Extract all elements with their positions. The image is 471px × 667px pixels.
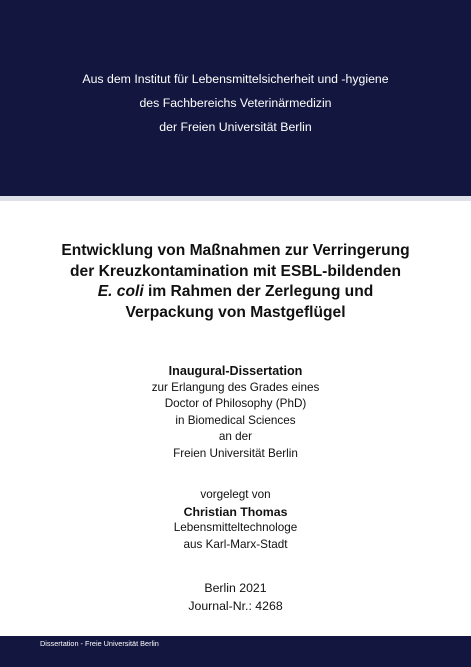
title-organism: E. coli (97, 283, 144, 300)
footer-band (0, 636, 471, 667)
header-divider (0, 196, 471, 201)
dissertation-line-4: an der (218, 430, 253, 443)
dissertation-line-3: in Biomedical Sciences (175, 413, 296, 427)
author-name: Christian Thomas (183, 504, 288, 519)
author-block (0, 487, 471, 553)
dissertation-heading: Inaugural-Dissertation (168, 364, 303, 378)
city-year: Berlin 2021 (204, 581, 267, 595)
author-origin: aus Karl-Marx-Stadt (183, 537, 288, 551)
title-line-3-rest: im Rahmen der Zerlegung und (143, 283, 374, 300)
place-block (0, 579, 471, 615)
dissertation-line-2: Doctor of Philosophy (PhD) (164, 397, 307, 410)
title-line-1: Entwicklung von Maßnahmen zur Verringerung (61, 242, 410, 259)
title-line-3 (20, 282, 451, 303)
presented-by: vorgelegt von (200, 488, 271, 501)
dissertation-title (20, 241, 451, 323)
dissertation-block (0, 363, 471, 462)
journal-number: Journal-Nr.: 4268 (188, 599, 283, 613)
institute-line-2: des Fachbereichs Veterinärmedizin (139, 96, 332, 110)
author-profession: Lebensmitteltechnologe (173, 521, 298, 534)
dissertation-line-5: Freien Universität Berlin (173, 446, 298, 460)
institute-line-1: Aus dem Institut für Lebensmittelsicherheit und -hygiene (82, 72, 389, 86)
footer-label: Dissertation - Freie Universität Berlin (40, 639, 159, 648)
institute-block (0, 67, 471, 139)
title-line-4: Verpackung von Mastgeflügel (125, 303, 346, 321)
dissertation-line-1: zur Erlangung des Grades eines (151, 380, 320, 394)
title-line-2: der Kreuzkontamination mit ESBL-bildenden (70, 262, 401, 280)
institute-line-3: der Freien Universität Berlin (159, 120, 312, 134)
